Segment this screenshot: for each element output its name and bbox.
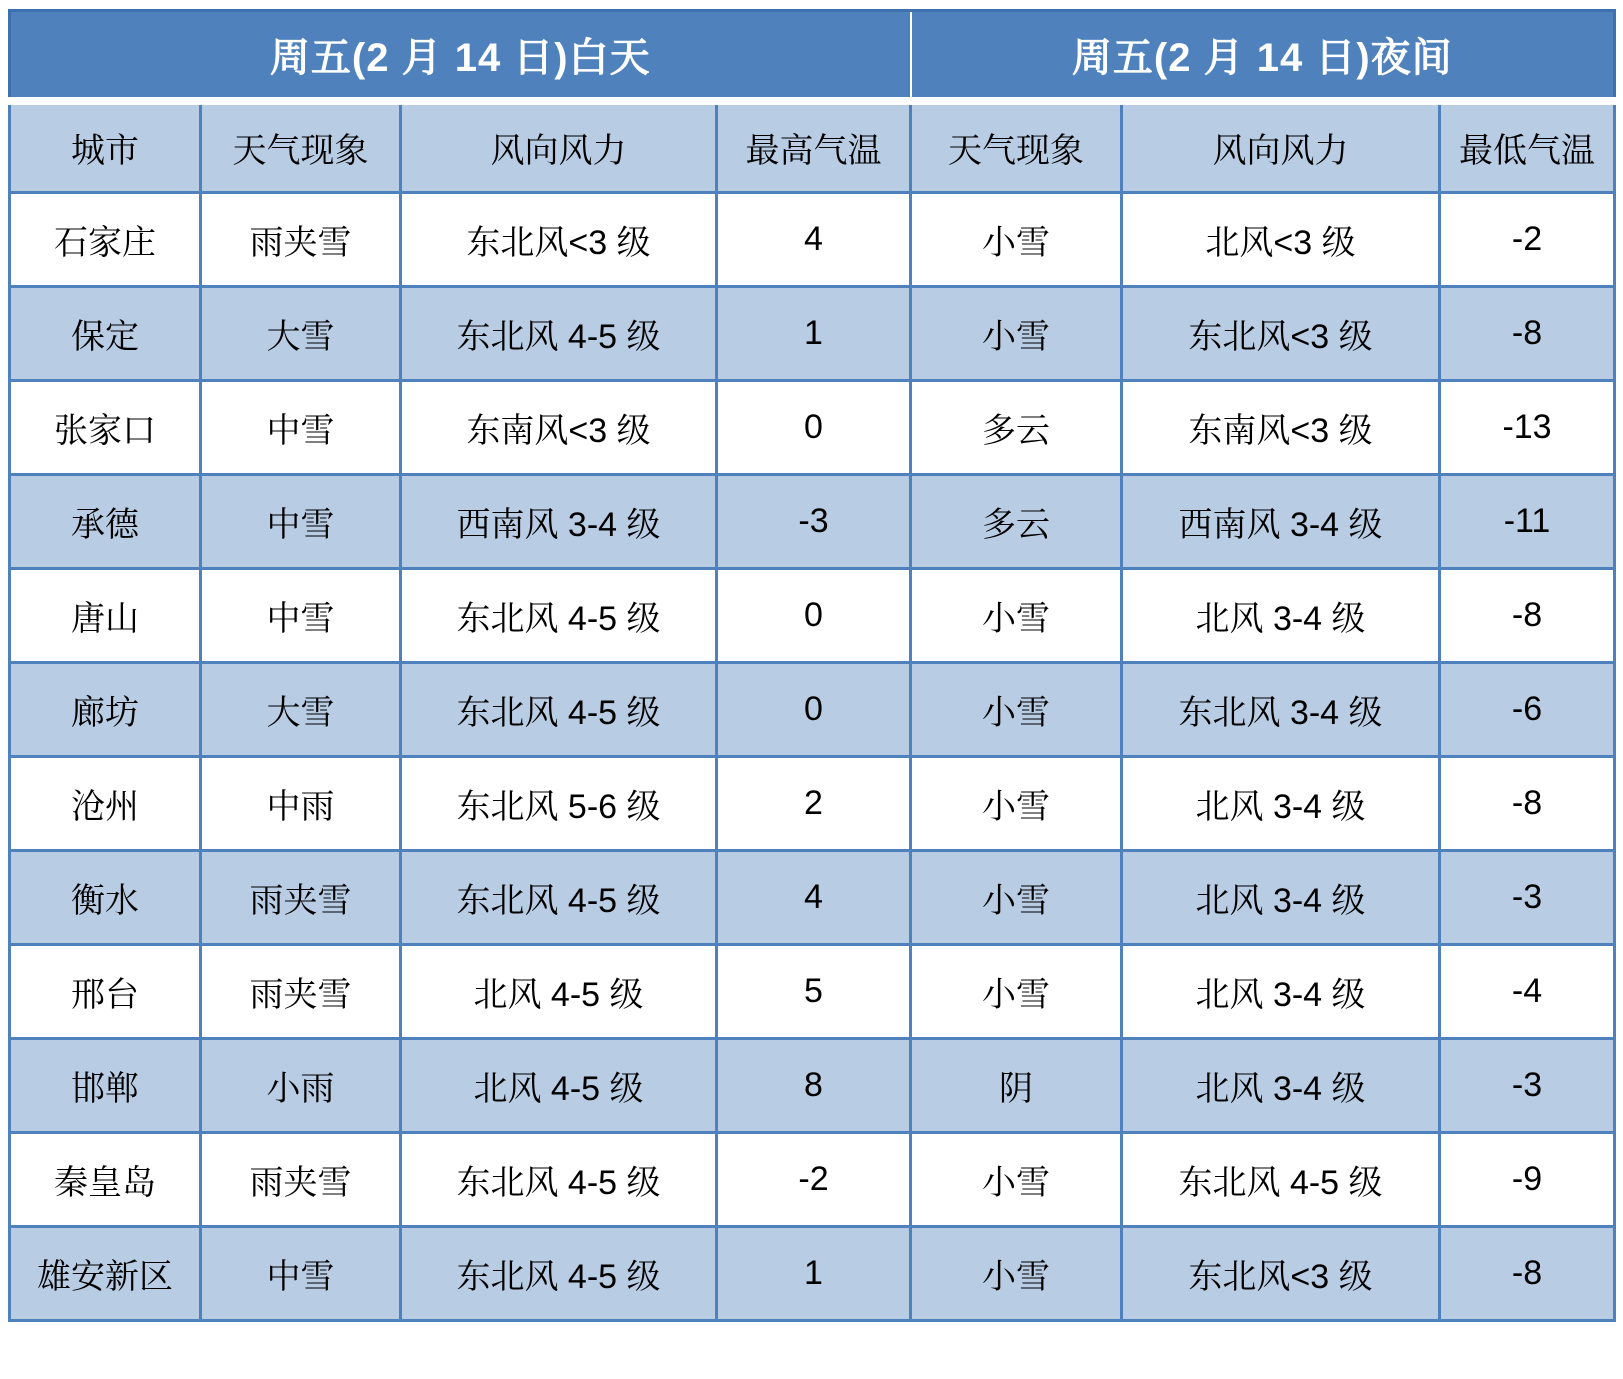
day-wind-cell: 东北风 4-5 级	[401, 1227, 717, 1321]
day-header: 周五(2 月 14 日)白天	[10, 11, 911, 101]
column-header-day-high-temp: 最高气温	[717, 101, 911, 193]
day-weather-cell: 中雨	[201, 757, 401, 851]
night-wind-cell: 北风<3 级	[1122, 193, 1440, 287]
table-row	[10, 569, 1615, 663]
city-cell: 保定	[10, 287, 201, 381]
day-weather-cell: 中雪	[201, 475, 401, 569]
day-high-temp-cell: 0	[717, 663, 911, 757]
night-low-temp-cell: -8	[1440, 757, 1615, 851]
night-weather-cell: 多云	[911, 475, 1122, 569]
night-low-temp-cell: -8	[1440, 287, 1615, 381]
day-wind-cell: 东北风 4-5 级	[401, 287, 717, 381]
day-wind-cell: 东北风 4-5 级	[401, 569, 717, 663]
night-low-temp-cell: -3	[1440, 851, 1615, 945]
night-wind-cell: 北风 3-4 级	[1122, 569, 1440, 663]
night-wind-cell: 北风 3-4 级	[1122, 945, 1440, 1039]
day-high-temp-cell: 4	[717, 193, 911, 287]
day-weather-cell: 大雪	[201, 287, 401, 381]
column-header-row	[10, 101, 1615, 193]
day-weather-cell: 大雪	[201, 663, 401, 757]
day-weather-cell: 雨夹雪	[201, 851, 401, 945]
table-row	[10, 1039, 1615, 1133]
table-row	[10, 1133, 1615, 1227]
day-weather-cell: 雨夹雪	[201, 193, 401, 287]
table-row	[10, 381, 1615, 475]
day-high-temp-cell: 1	[717, 287, 911, 381]
city-cell: 秦皇岛	[10, 1133, 201, 1227]
day-high-temp-cell: 1	[717, 1227, 911, 1321]
day-wind-cell: 东北风 4-5 级	[401, 1133, 717, 1227]
night-low-temp-cell: -8	[1440, 1227, 1615, 1321]
night-low-temp-cell: -11	[1440, 475, 1615, 569]
city-cell: 承德	[10, 475, 201, 569]
table-row	[10, 1227, 1615, 1321]
table-row	[10, 851, 1615, 945]
city-cell: 张家口	[10, 381, 201, 475]
night-wind-cell: 东北风 3-4 级	[1122, 663, 1440, 757]
city-cell: 唐山	[10, 569, 201, 663]
day-high-temp-cell: 4	[717, 851, 911, 945]
day-wind-cell: 东北风 4-5 级	[401, 663, 717, 757]
day-wind-cell: 东南风<3 级	[401, 381, 717, 475]
night-low-temp-cell: -9	[1440, 1133, 1615, 1227]
night-weather-cell: 小雪	[911, 851, 1122, 945]
night-wind-cell: 东南风<3 级	[1122, 381, 1440, 475]
day-high-temp-cell: 5	[717, 945, 911, 1039]
table-body	[10, 193, 1615, 1321]
day-weather-cell: 中雪	[201, 1227, 401, 1321]
night-low-temp-cell: -2	[1440, 193, 1615, 287]
day-weather-cell: 雨夹雪	[201, 1133, 401, 1227]
night-wind-cell: 西南风 3-4 级	[1122, 475, 1440, 569]
table-row	[10, 475, 1615, 569]
table-row	[10, 945, 1615, 1039]
night-wind-cell: 东北风<3 级	[1122, 287, 1440, 381]
column-header-night-low-temp: 最低气温	[1440, 101, 1615, 193]
night-weather-cell: 小雪	[911, 569, 1122, 663]
table-row	[10, 193, 1615, 287]
day-high-temp-cell: 0	[717, 381, 911, 475]
night-wind-cell: 东北风<3 级	[1122, 1227, 1440, 1321]
night-wind-cell: 东北风 4-5 级	[1122, 1133, 1440, 1227]
table-row	[10, 287, 1615, 381]
night-weather-cell: 小雪	[911, 945, 1122, 1039]
day-wind-cell: 东北风 4-5 级	[401, 851, 717, 945]
night-low-temp-cell: -6	[1440, 663, 1615, 757]
column-header-day-weather: 天气现象	[201, 101, 401, 193]
column-header-night-weather: 天气现象	[911, 101, 1122, 193]
column-header-night-wind: 风向风力	[1122, 101, 1440, 193]
city-cell: 邯郸	[10, 1039, 201, 1133]
night-low-temp-cell: -4	[1440, 945, 1615, 1039]
night-weather-cell: 小雪	[911, 663, 1122, 757]
night-low-temp-cell: -8	[1440, 569, 1615, 663]
night-weather-cell: 小雪	[911, 193, 1122, 287]
day-high-temp-cell: 0	[717, 569, 911, 663]
day-weather-cell: 雨夹雪	[201, 945, 401, 1039]
city-cell: 衡水	[10, 851, 201, 945]
city-cell: 雄安新区	[10, 1227, 201, 1321]
day-high-temp-cell: -2	[717, 1133, 911, 1227]
night-wind-cell: 北风 3-4 级	[1122, 1039, 1440, 1133]
city-cell: 石家庄	[10, 193, 201, 287]
day-weather-cell: 小雨	[201, 1039, 401, 1133]
city-cell: 沧州	[10, 757, 201, 851]
city-cell: 廊坊	[10, 663, 201, 757]
day-weather-cell: 中雪	[201, 569, 401, 663]
day-wind-cell: 北风 4-5 级	[401, 945, 717, 1039]
header-band-row	[10, 11, 1615, 101]
column-header-day-wind: 风向风力	[401, 101, 717, 193]
day-wind-cell: 北风 4-5 级	[401, 1039, 717, 1133]
weather-table	[8, 9, 1616, 1322]
column-header-city: 城市	[10, 101, 201, 193]
day-wind-cell: 西南风 3-4 级	[401, 475, 717, 569]
night-weather-cell: 小雪	[911, 287, 1122, 381]
night-wind-cell: 北风 3-4 级	[1122, 851, 1440, 945]
day-high-temp-cell: 2	[717, 757, 911, 851]
night-wind-cell: 北风 3-4 级	[1122, 757, 1440, 851]
day-wind-cell: 东北风<3 级	[401, 193, 717, 287]
table-row	[10, 757, 1615, 851]
night-low-temp-cell: -3	[1440, 1039, 1615, 1133]
night-weather-cell: 阴	[911, 1039, 1122, 1133]
day-wind-cell: 东北风 5-6 级	[401, 757, 717, 851]
day-high-temp-cell: 8	[717, 1039, 911, 1133]
night-weather-cell: 多云	[911, 381, 1122, 475]
table-row	[10, 663, 1615, 757]
night-header: 周五(2 月 14 日)夜间	[911, 11, 1615, 101]
city-cell: 邢台	[10, 945, 201, 1039]
night-weather-cell: 小雪	[911, 757, 1122, 851]
day-high-temp-cell: -3	[717, 475, 911, 569]
day-weather-cell: 中雪	[201, 381, 401, 475]
night-low-temp-cell: -13	[1440, 381, 1615, 475]
night-weather-cell: 小雪	[911, 1227, 1122, 1321]
night-weather-cell: 小雪	[911, 1133, 1122, 1227]
